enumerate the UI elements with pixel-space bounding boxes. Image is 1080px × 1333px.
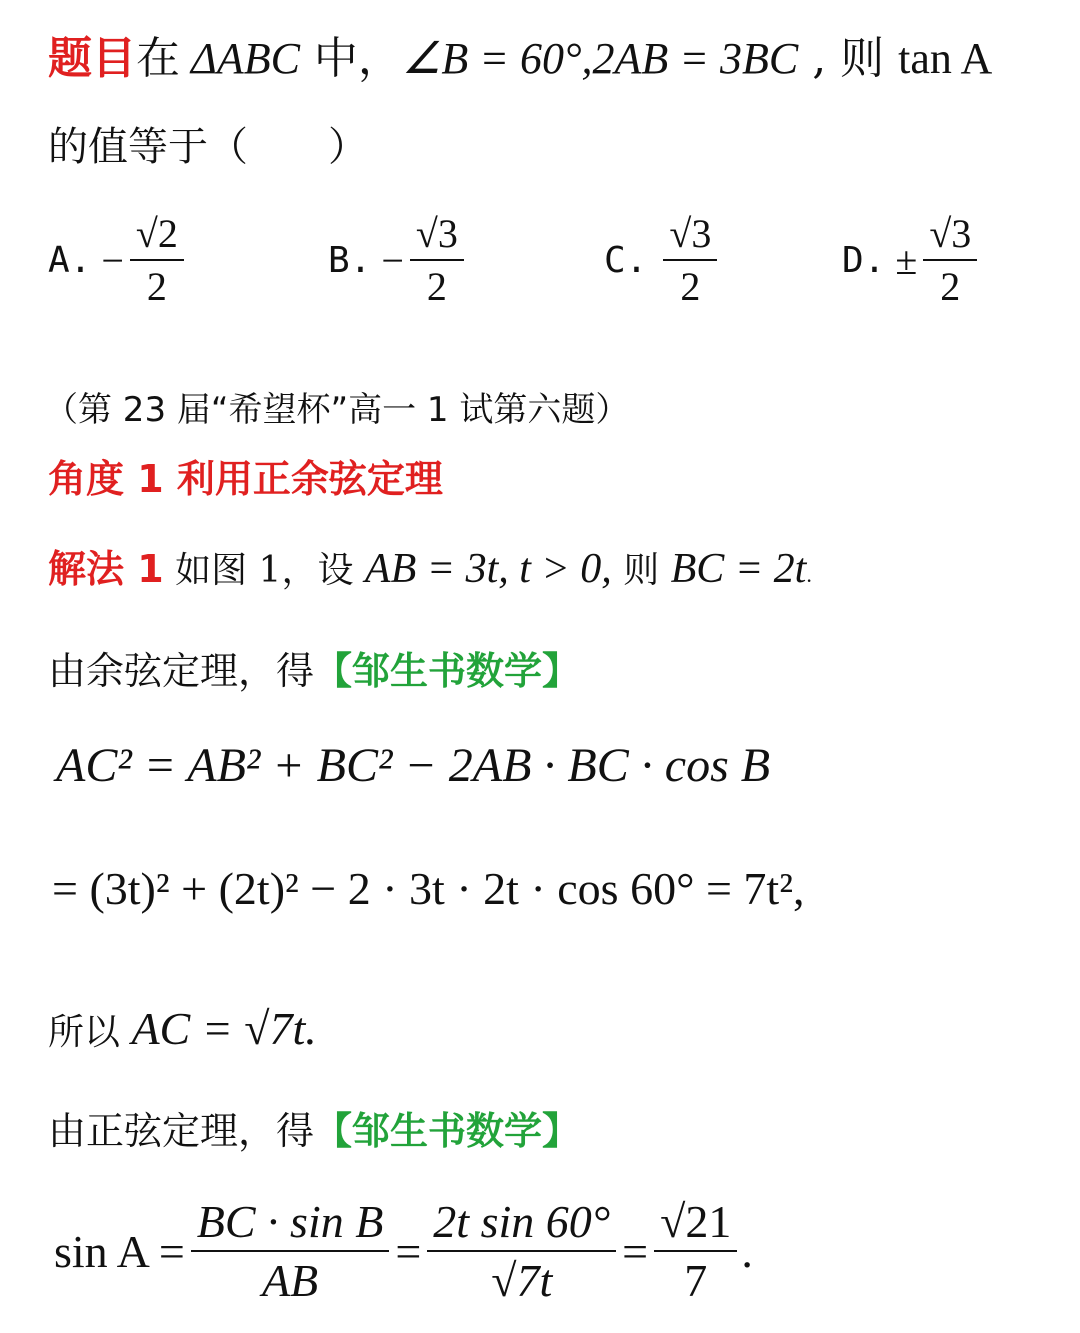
method-dot: .	[806, 562, 812, 587]
option-c-label: C.	[604, 239, 648, 281]
option-b-label: B.	[328, 239, 372, 281]
method-expr-2: BC = 2t	[670, 546, 807, 592]
eq3-fraction-3	[654, 1195, 737, 1307]
equation-2: = (3t)² + (2t)² − 2 · 3t · 2t · cos 60° = 7t²,	[52, 863, 805, 914]
option-b[interactable]	[328, 210, 464, 310]
watermark-1: 【邹生书数学】	[314, 649, 581, 693]
source-note: （第 23 届“希望杯”高一 1 试第六题）	[44, 390, 630, 430]
eq3-f3-denominator: 7	[684, 1255, 708, 1306]
so-expression: AC = √7t.	[131, 1003, 317, 1054]
method-tag: 解法 1	[48, 547, 164, 591]
option-d-sign: ±	[895, 237, 918, 283]
eq3-fraction-1	[191, 1195, 390, 1307]
question-triangle: ΔABC	[191, 34, 300, 83]
question-prefix: 在	[136, 33, 180, 84]
cos-law-text: 由余弦定理，得	[48, 649, 315, 693]
eq3-fraction-2	[427, 1195, 616, 1307]
eq3-f1-denominator: AB	[261, 1255, 319, 1306]
eq3-lhs: sin A =	[54, 1225, 185, 1277]
eq3-f1-numerator: BC · sin B	[196, 1196, 384, 1247]
option-b-numerator: √3	[415, 211, 458, 256]
option-c[interactable]	[604, 210, 717, 310]
method-text-1: 如图 1，设	[163, 550, 365, 591]
question-angle: ∠B = 60°	[401, 34, 582, 83]
option-a-label: A.	[48, 239, 92, 281]
eq3-f3-numerator: √21	[660, 1196, 732, 1247]
question-mid: 中，	[299, 33, 402, 84]
eq3-f2-numerator: 2t sin 60°	[433, 1196, 611, 1247]
option-d-denominator: 2	[940, 264, 961, 309]
option-b-fraction	[410, 210, 464, 310]
equation-3	[54, 1195, 753, 1307]
option-a-fraction	[130, 210, 184, 310]
sin-law-line	[48, 1100, 580, 1155]
title-tag: 题目	[48, 33, 136, 84]
question-condition: ,2AB = 3BC	[581, 34, 799, 83]
option-c-fraction	[663, 210, 717, 310]
option-c-numerator: √3	[669, 211, 712, 256]
eq3-f2-denominator: √7t	[491, 1255, 553, 1306]
question-line-1	[48, 22, 992, 86]
equals-sign: =	[622, 1225, 649, 1277]
sin-law-text: 由正弦定理，得	[48, 1109, 315, 1153]
option-d-label: D.	[842, 239, 886, 281]
option-d-fraction	[923, 210, 977, 310]
eq3-end: .	[741, 1225, 753, 1277]
equation-1: AC² = AB² + BC² − 2AB · BC · cos B	[56, 739, 771, 792]
question-then: , 则	[798, 33, 899, 84]
so-text: 所以	[48, 1012, 132, 1053]
option-b-denominator: 2	[426, 264, 447, 309]
option-a-numerator: √2	[135, 211, 178, 256]
method-line	[48, 538, 812, 593]
angle-heading: 角度 1 利用正余弦定理	[48, 457, 443, 501]
option-a[interactable]	[48, 210, 184, 310]
question-line-2: 的值等于（ ）	[48, 124, 368, 170]
method-expr-1: AB = 3t, t > 0,	[364, 546, 612, 592]
so-line	[48, 1002, 317, 1055]
option-d[interactable]	[842, 210, 977, 310]
method-text-2: 则	[611, 550, 671, 591]
option-d-numerator: √3	[929, 211, 972, 256]
option-a-denominator: 2	[146, 264, 167, 309]
equals-sign: =	[395, 1225, 422, 1277]
question-target: tan A	[898, 34, 993, 83]
option-b-sign: −	[381, 237, 404, 283]
watermark-2: 【邹生书数学】	[314, 1109, 581, 1153]
option-a-sign: −	[101, 237, 124, 283]
option-c-denominator: 2	[680, 264, 701, 309]
cos-law-line	[48, 640, 580, 695]
